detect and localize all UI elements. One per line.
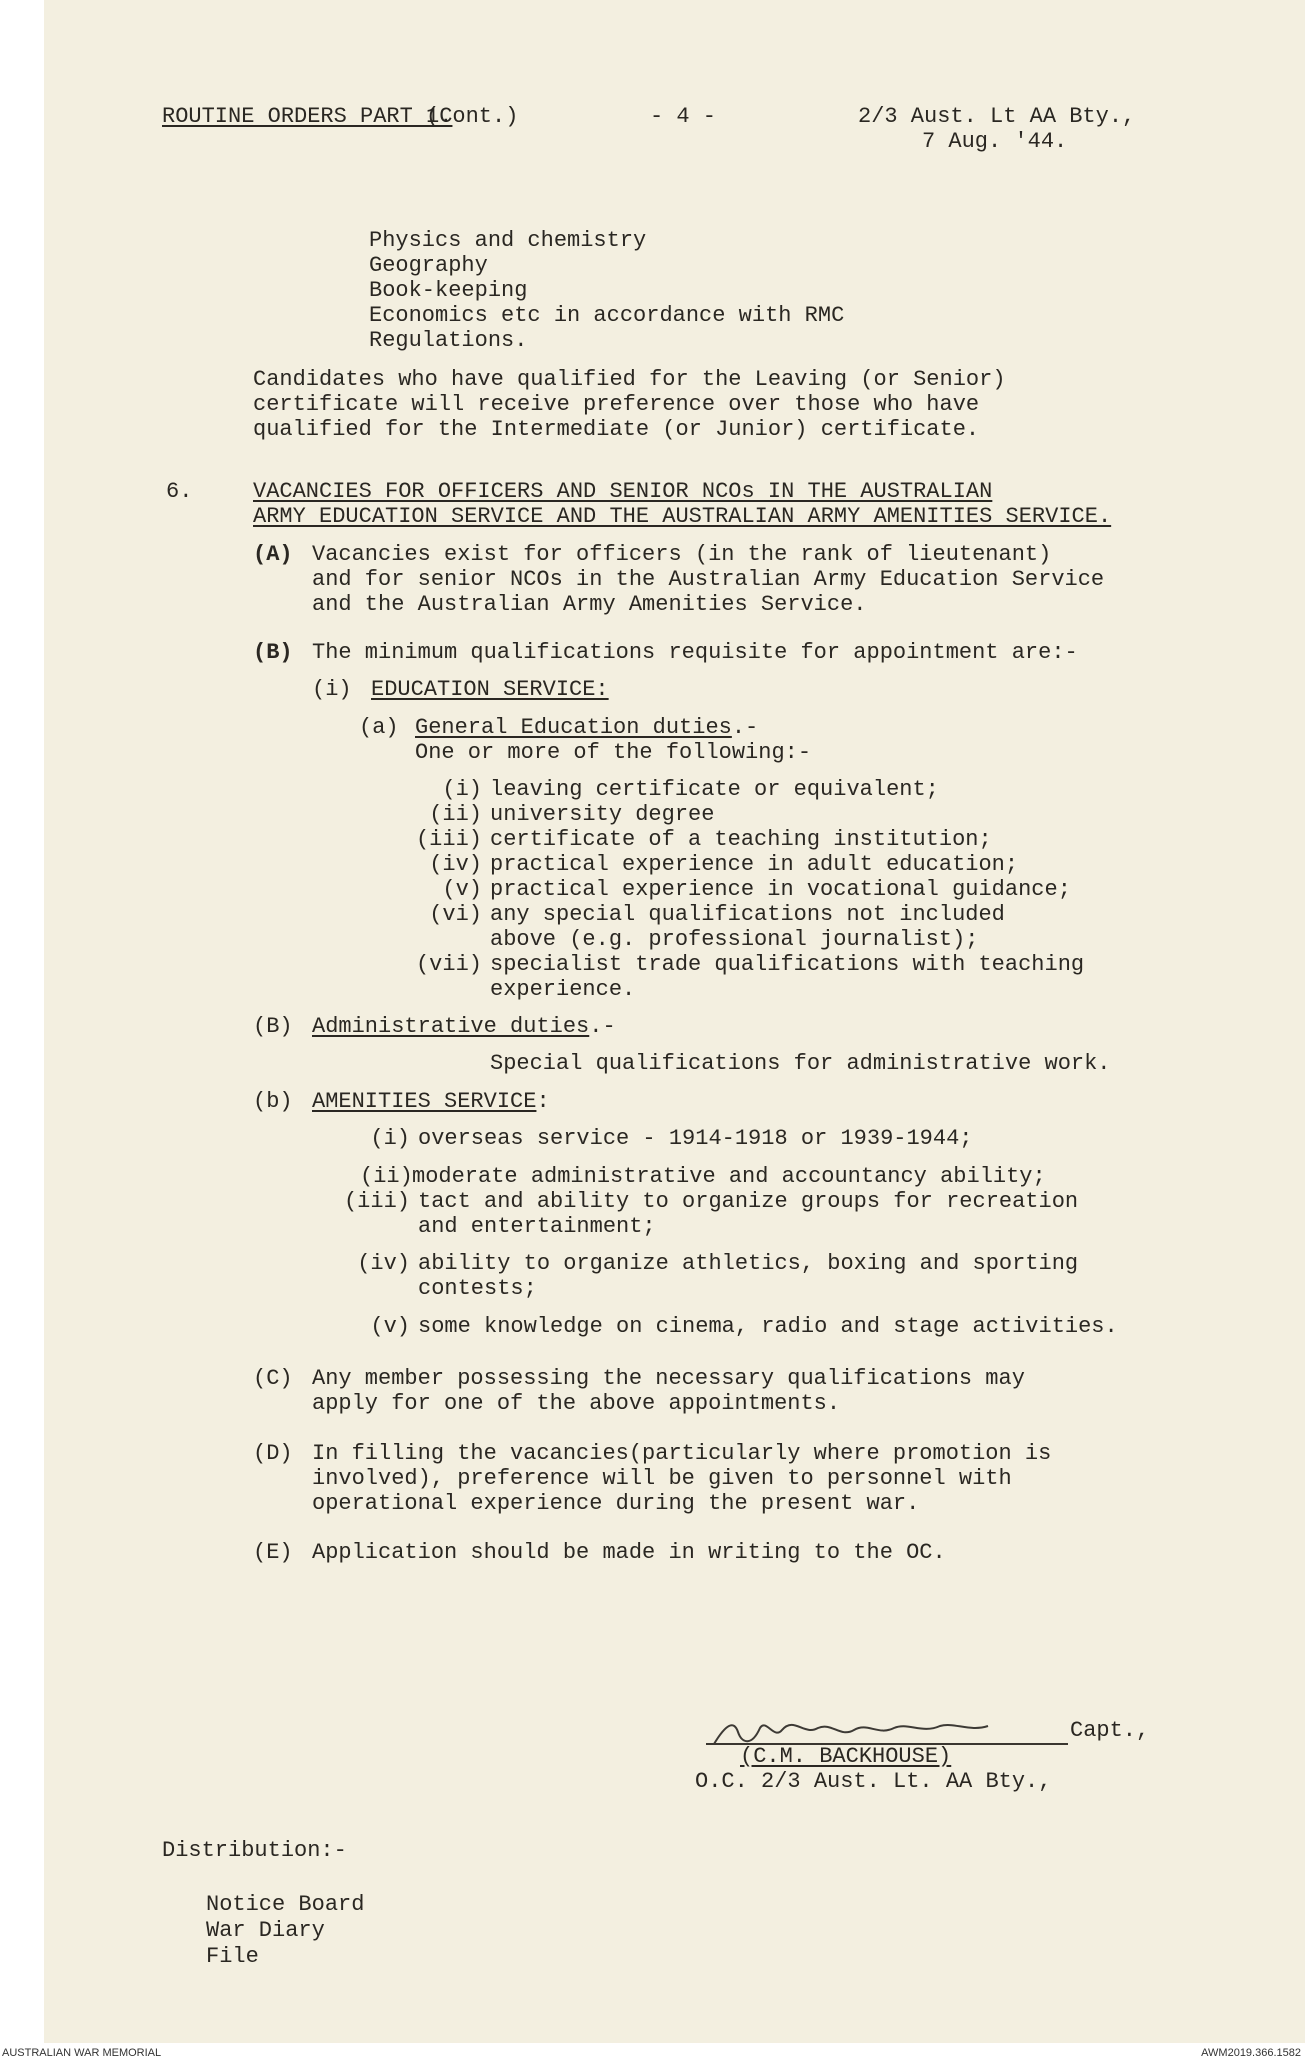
subpara-label: (i) [312, 677, 352, 702]
item-text: some knowledge on cinema, radio and stage activities. [418, 1314, 1118, 1339]
admin-text: Special qualifications for administrative work. [490, 1051, 1111, 1076]
item-text: leaving certificate or equivalent; [490, 777, 939, 802]
item-number: (v) [442, 877, 482, 902]
general-duties-suffix: .- [731, 715, 759, 740]
para-label: (C) [253, 1366, 293, 1391]
item-text: practical experience in adult education; [490, 852, 1019, 877]
item-text: experience. [490, 977, 636, 1002]
subject-line: Economics etc in accordance with RMC [369, 303, 845, 328]
subject-line: Book-keeping [369, 278, 528, 303]
item-number: (iv) [429, 852, 482, 877]
general-duties-intro: One or more of the following:- [415, 740, 812, 765]
footer-left: AUSTRALIAN WAR MEMORIAL [2, 2047, 162, 2059]
item-number: (ii) [429, 802, 482, 827]
para-line: and for senior NCOs in the Australian Army Education Service [312, 567, 1105, 592]
item-text: specialist trade qualifications with teaching [490, 952, 1085, 977]
para-label: (b) [253, 1089, 293, 1114]
item-text: university degree [490, 802, 715, 827]
item-number: (v) [370, 1314, 410, 1339]
signature-name: (C.M. BACKHOUSE) [740, 1744, 952, 1769]
header-title: ROUTINE ORDERS PART 1. [162, 104, 453, 129]
para-line: Application should be made in writing to the OC. [312, 1540, 946, 1565]
item-text: any special qualifications not included [490, 902, 1005, 927]
item-number: (iv) [357, 1251, 410, 1276]
item-text: and entertainment; [418, 1214, 656, 1239]
general-duties-title: General Education duties [415, 715, 732, 740]
item-text: practical experience in vocational guidance; [490, 877, 1071, 902]
signature-position: O.C. 2/3 Aust. Lt. AA Bty., [695, 1769, 1052, 1794]
item-number: (iii) [415, 827, 482, 852]
item-text: moderate administrative and accountancy ability; [412, 1164, 1046, 1189]
para-label: (B) [253, 1014, 293, 1039]
amenities-heading [312, 1089, 550, 1114]
para-line: Any member possessing the necessary qualifications may [312, 1366, 1025, 1391]
para-line: involved), preference will be given to personnel with [312, 1466, 1012, 1491]
item-text: overseas service - 1914-1918 or 1939-1944; [418, 1126, 973, 1151]
education-title: EDUCATION SERVICE: [371, 677, 609, 702]
admin-suffix: .- [589, 1014, 616, 1039]
item-number: (ii) [360, 1164, 413, 1189]
amenities-title: AMENITIES SERVICE [312, 1089, 537, 1114]
page-number: - 4 - [650, 104, 717, 129]
item-number: (iii) [343, 1189, 410, 1214]
distribution-item: War Diary [206, 1918, 325, 1943]
signature-rank: Capt., [1070, 1718, 1150, 1743]
para-label: (B) [253, 640, 293, 665]
distribution-title: Distribution:- [162, 1838, 347, 1863]
item-number: (i) [370, 1126, 410, 1151]
para-label: (A) [253, 542, 293, 567]
preference-line: Candidates who have qualified for the Leaving (or Senior) [253, 367, 1006, 392]
item-text: ability to organize athletics, boxing and sporting [418, 1251, 1079, 1276]
admin-title: Administrative duties [312, 1014, 590, 1039]
para-line: The minimum qualifications requisite for appointment are:- [312, 640, 1078, 665]
admin-heading [312, 1014, 616, 1039]
item-text: certificate of a teaching institution; [490, 827, 992, 852]
para-label: (E) [253, 1540, 293, 1565]
item-text: contests; [418, 1276, 537, 1301]
subpara-label: (a) [359, 715, 399, 740]
header-cont: (Cont.) [426, 104, 519, 129]
para-line: Vacancies exist for officers (in the rank of lieutenant) [312, 542, 1052, 567]
para-line: In filling the vacancies(particularly where promotion is [312, 1441, 1052, 1466]
footer-right: AWM2019.366.1582 [1201, 2047, 1301, 2059]
subject-line: Physics and chemistry [369, 228, 647, 253]
para-line: operational experience during the present war. [312, 1491, 920, 1516]
subject-line: Regulations. [369, 328, 528, 353]
item-number: (vi) [429, 902, 482, 927]
distribution-item: Notice Board [206, 1892, 365, 1917]
amenities-suffix: : [536, 1089, 550, 1114]
header-unit: 2/3 Aust. Lt AA Bty., [858, 104, 1136, 129]
para-label: (D) [253, 1441, 293, 1466]
header-date: 7 Aug. '44. [922, 129, 1068, 154]
item-number: (i) [442, 777, 482, 802]
para-line: apply for one of the above appointments. [312, 1391, 841, 1416]
item-text: above (e.g. professional journalist); [490, 927, 979, 952]
subject-line: Geography [369, 253, 488, 278]
section-heading: ARMY EDUCATION SERVICE AND THE AUSTRALIAN ARMY AMENITIES SERVICE. [253, 504, 1112, 529]
preference-line: certificate will receive preference over those who have [253, 392, 980, 417]
item-text: tact and ability to organize groups for recreation [418, 1189, 1079, 1214]
item-number: (vii) [415, 952, 482, 977]
para-line: and the Australian Army Amenities Service. [312, 592, 867, 617]
section-number: 6. [166, 479, 193, 504]
section-heading: VACANCIES FOR OFFICERS AND SENIOR NCOs IN THE AUSTRALIAN [253, 479, 993, 504]
distribution-item: File [206, 1944, 259, 1969]
preference-line: qualified for the Intermediate (or Junior) certificate. [253, 417, 980, 442]
general-duties-heading [415, 715, 758, 740]
